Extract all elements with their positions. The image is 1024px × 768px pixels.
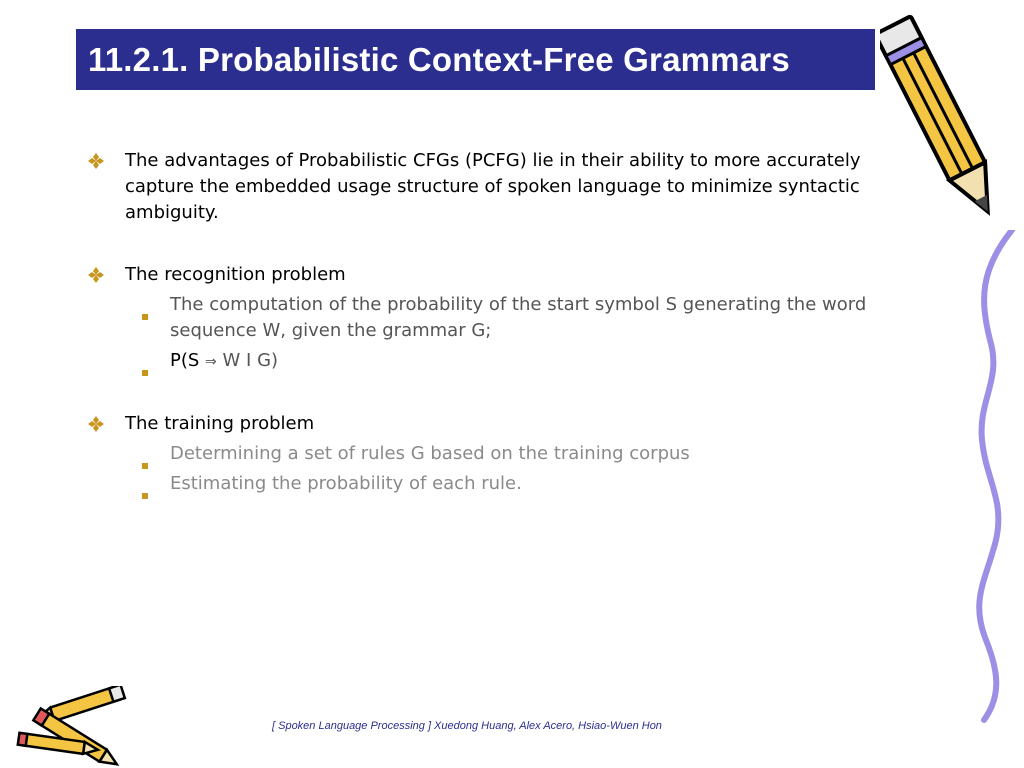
formula-rest: W I G) [222,350,279,371]
bullet-advantages [90,148,910,226]
title-bar [76,29,875,90]
implies-arrow: ⇒ [205,354,217,370]
sub-bullet-text: The computation of the probability of the start symbol S generating the word sequence W, given the grammar G; [170,294,867,341]
bullet-recognition [90,262,910,288]
bullet-text: The training problem [125,413,315,434]
crossed-pencils-icon [16,686,136,766]
sub-bullet-text: Determining a set of rules G based on the training corpus [170,443,690,464]
sub-bullet-computation [90,292,910,344]
slide-title: 11.2.1. Probabilistic Context-Free Grammars [88,41,790,78]
bullet-text: The recognition problem [125,264,346,285]
sub-bullet-text: Estimating the probability of each rule. [170,473,522,494]
square-bullet-icon [142,358,148,364]
square-bullet-icon [142,302,148,308]
footer-citation: [ Spoken Language Processing ] Xuedong Huang, Alex Acero, Hsiao-Wuen Hon [272,720,662,732]
bullet-text: The advantages of Probabilistic CFGs (PCFG) lie in their ability to more accurately capture the embedded usage structure of spoken language to minimize syntactic ambiguity. [125,150,861,223]
square-bullet-icon [142,451,148,457]
slide-content [90,148,910,497]
sub-bullet-estimating [90,471,910,497]
four-diamond-bullet-icon [88,262,110,288]
four-diamond-bullet-icon [88,148,110,174]
bullet-training [90,411,910,437]
formula-prefix: P(S [170,350,200,371]
sub-bullet-formula [90,348,910,375]
square-bullet-icon [142,481,148,487]
sub-bullet-rules [90,441,910,467]
four-diamond-bullet-icon [88,411,110,437]
squiggle-line-decoration [960,230,1020,725]
